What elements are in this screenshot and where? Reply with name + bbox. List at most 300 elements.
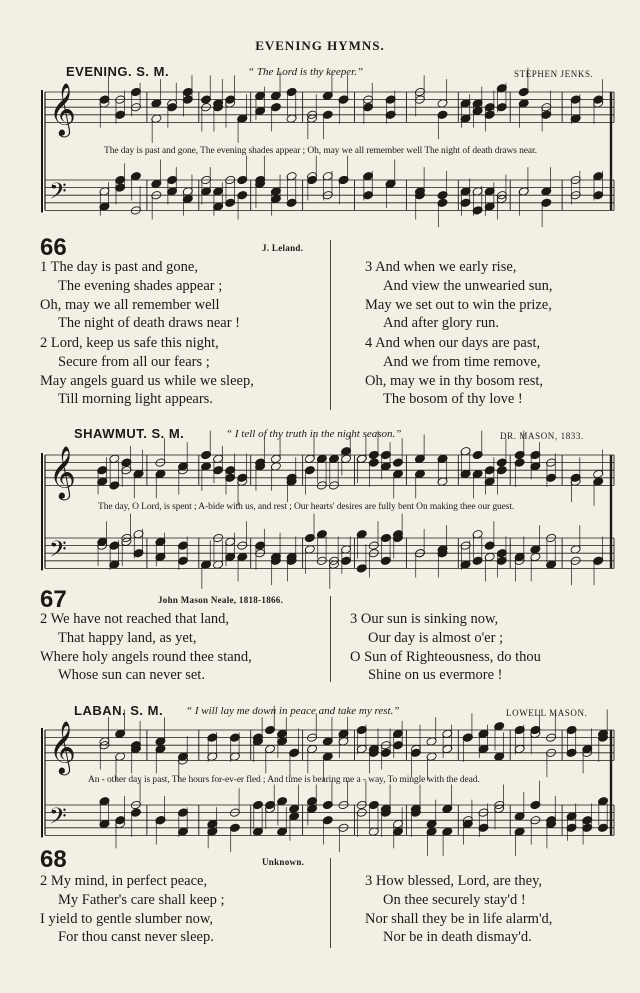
note-head: [414, 87, 425, 97]
note-head: [460, 187, 471, 197]
note-head: [340, 454, 351, 464]
note-head: [414, 469, 425, 479]
note-head: [530, 450, 541, 460]
note-head: [541, 198, 552, 208]
note-head: [286, 171, 297, 181]
note-head: [237, 473, 248, 483]
note-head: [570, 114, 581, 124]
note-head: [496, 465, 507, 475]
note-head: [514, 744, 525, 754]
stanza-line: That happy land, as yet,: [58, 629, 197, 646]
note-head: [385, 95, 396, 105]
hymn-author: J. Leland.: [262, 243, 304, 253]
note-head: [225, 198, 236, 208]
note-head: [322, 190, 333, 200]
note-head: [496, 190, 507, 200]
note-head: [496, 194, 507, 204]
note-head: [442, 827, 453, 837]
note-head: [362, 171, 373, 181]
note-head: [541, 102, 552, 112]
note-head: [392, 529, 403, 539]
note-head: [530, 545, 541, 555]
note-head: [306, 171, 317, 181]
stanza-3: [365, 258, 553, 333]
note-head: [166, 175, 177, 185]
note-head: [200, 102, 211, 112]
column-divider: [330, 596, 331, 682]
note-head: [472, 206, 483, 216]
music-lyric-line: The day is past and gone, The evening shades appear ; Oh, may we all remember well The night of death draws near.: [104, 146, 537, 156]
note-head: [496, 548, 507, 558]
note-head: [380, 450, 391, 460]
note-head: [97, 537, 108, 547]
note-head: [316, 454, 327, 464]
note-head: [286, 198, 297, 208]
note-head: [494, 752, 505, 762]
note-head: [264, 725, 275, 735]
note-head: [130, 740, 141, 750]
note-head: [414, 454, 425, 464]
note-head: [338, 175, 349, 185]
note-head: [166, 187, 177, 197]
note-head: [133, 529, 144, 539]
note-head: [289, 748, 300, 758]
music-lyric-line: An - other day is past, The hours for-ev-er fled ; And time is bearing me a - way, To mingle with the dead.: [88, 775, 480, 785]
note-head: [115, 815, 126, 825]
note-head: [385, 179, 396, 189]
note-head: [368, 450, 379, 460]
note-head: [166, 102, 177, 112]
note-head: [518, 99, 529, 109]
note-head: [270, 454, 281, 464]
tune-name-shawmut: SHAWMUT. S. M.: [74, 426, 185, 441]
note-head: [130, 744, 141, 754]
note-head: [255, 175, 266, 185]
note-head: [566, 812, 577, 822]
note-head: [286, 114, 297, 124]
stanza-1: [40, 258, 240, 333]
note-head: [472, 529, 483, 539]
note-head: [545, 560, 556, 570]
note-head: [276, 729, 287, 739]
stanza-line: Nor be in death dismay'd.: [383, 929, 532, 946]
note-head: [225, 552, 236, 562]
note-head: [593, 95, 604, 105]
note-head: [340, 545, 351, 555]
note-head: [151, 99, 162, 109]
note-head: [392, 729, 403, 739]
note-head: [478, 729, 489, 739]
note-head: [460, 446, 471, 456]
stanza-line: Nor shall they be in life alarm'd,: [365, 910, 553, 927]
note-head: [213, 102, 224, 112]
note-head: [545, 748, 556, 758]
hymn-author: Unknown.: [262, 857, 305, 867]
note-head: [437, 545, 448, 555]
note-head: [286, 552, 297, 562]
note-head: [270, 187, 281, 197]
column-divider: [330, 858, 331, 948]
note-head: [99, 796, 110, 806]
hymn-number: 67: [40, 586, 67, 613]
hymn-motto: “ The Lord is thy keeper.”: [248, 66, 364, 78]
note-head: [514, 827, 525, 837]
note-head: [155, 815, 166, 825]
note-head: [368, 541, 379, 551]
stanza-line: O Sun of Righteousness, do thou: [350, 648, 541, 665]
stanza-line: 2 We have not reached that land,: [40, 611, 230, 627]
note-head: [121, 533, 132, 543]
note-head: [155, 815, 166, 825]
bass-clef: 𝄢: [49, 178, 67, 210]
note-head: [133, 469, 144, 479]
note-head: [356, 808, 367, 818]
note-head: [270, 552, 281, 562]
note-head: [426, 737, 437, 747]
note-head: [130, 171, 141, 181]
note-head: [252, 733, 263, 743]
note-head: [286, 556, 297, 566]
note-head: [255, 548, 266, 558]
note-head: [130, 102, 141, 112]
composer-credit: LOWELL MASON.: [506, 708, 588, 718]
note-head: [484, 102, 495, 112]
note-head: [270, 194, 281, 204]
note-head: [177, 756, 188, 766]
note-head: [255, 541, 266, 551]
note-head: [304, 545, 315, 555]
note-head: [472, 106, 483, 116]
note-head: [496, 556, 507, 566]
note-head: [115, 110, 126, 120]
note-head: [362, 102, 373, 112]
note-head: [322, 171, 333, 181]
note-head: [496, 83, 507, 93]
note-head: [356, 529, 367, 539]
note-head: [328, 556, 339, 566]
note-head: [442, 804, 453, 814]
note-head: [182, 95, 193, 105]
note-head: [426, 752, 437, 762]
note-head: [566, 823, 577, 833]
note-head: [182, 87, 193, 97]
note-head: [306, 804, 317, 814]
note-head: [225, 465, 236, 475]
note-head: [200, 560, 211, 570]
note-head: [121, 458, 132, 468]
note-head: [494, 721, 505, 731]
note-head: [478, 808, 489, 818]
stanza-line: Our day is almost o'er ;: [368, 629, 504, 646]
note-head: [392, 469, 403, 479]
note-head: [437, 110, 448, 120]
note-head: [177, 462, 188, 472]
stanza-line: 2 My mind, in perfect peace,: [40, 873, 208, 889]
note-head: [213, 465, 224, 475]
stanza-line: 3 And when we early rise,: [365, 259, 517, 275]
note-head: [182, 187, 193, 197]
note-head: [494, 804, 505, 814]
note-head: [99, 819, 110, 829]
note-head: [322, 752, 333, 762]
note-head: [426, 819, 437, 829]
note-head: [213, 187, 224, 197]
stanza-4: [365, 334, 543, 409]
note-head: [356, 454, 367, 464]
note-head: [570, 556, 581, 566]
note-head: [392, 827, 403, 837]
note-head: [304, 533, 315, 543]
note-head: [410, 804, 421, 814]
note-head: [225, 95, 236, 105]
note-head: [362, 95, 373, 105]
stanza-line: And after glory run.: [383, 315, 499, 332]
note-head: [225, 99, 236, 109]
note-head: [462, 819, 473, 829]
note-head: [380, 804, 391, 814]
note-head: [410, 748, 421, 758]
note-head: [270, 102, 281, 112]
note-head: [472, 99, 483, 109]
note-head: [289, 804, 300, 814]
note-head: [115, 95, 126, 105]
note-head: [460, 469, 471, 479]
note-head: [109, 560, 120, 570]
stanza-3: [365, 872, 552, 947]
note-head: [437, 190, 448, 200]
note-head: [514, 458, 525, 468]
note-head: [177, 541, 188, 551]
note-head: [306, 733, 317, 743]
note-head: [306, 744, 317, 754]
note-head: [338, 95, 349, 105]
note-head: [597, 733, 608, 743]
music-lyric-line: The day, O Lord, is spent ; A-bide with us, and rest ; Our hearts' desires are fully bent On making thee our guest.: [98, 502, 515, 512]
note-head: [426, 827, 437, 837]
note-head: [155, 469, 166, 479]
stanza-line: On thee securely stay'd !: [383, 891, 526, 908]
note-head: [356, 725, 367, 735]
stanza-2: [40, 334, 254, 409]
note-head: [442, 744, 453, 754]
note-head: [593, 556, 604, 566]
note-head: [437, 198, 448, 208]
note-head: [155, 458, 166, 468]
note-head: [97, 541, 108, 551]
note-head: [593, 190, 604, 200]
column-divider: [330, 240, 331, 410]
note-head: [340, 556, 351, 566]
note-head: [306, 175, 317, 185]
note-head: [237, 190, 248, 200]
stanza-line: Whose sun can never set.: [58, 667, 205, 684]
note-head: [362, 190, 373, 200]
note-head: [437, 548, 448, 558]
note-head: [593, 99, 604, 109]
note-head: [514, 725, 525, 735]
note-head: [304, 465, 315, 475]
note-head: [177, 556, 188, 566]
note-head: [496, 102, 507, 112]
note-head: [437, 99, 448, 109]
treble-clef: 𝄞: [49, 445, 76, 499]
stanza-line: May angels guard us while we sleep,: [40, 372, 254, 389]
note-head: [414, 548, 425, 558]
stanza-line: Oh, may we all remember well: [40, 296, 220, 313]
note-head: [392, 533, 403, 543]
note-head: [368, 458, 379, 468]
note-head: [130, 808, 141, 818]
note-head: [437, 477, 448, 487]
note-head: [414, 187, 425, 197]
note-head: [264, 804, 275, 814]
note-head: [478, 823, 489, 833]
note-head: [462, 815, 473, 825]
note-head: [518, 87, 529, 97]
stanza-line: Till morning light appears.: [58, 391, 213, 408]
note-head: [570, 473, 581, 483]
note-head: [437, 454, 448, 464]
stanza-line: Secure from all our fears ;: [58, 353, 210, 370]
stanza-line: The evening shades appear ;: [58, 277, 223, 294]
note-head: [380, 556, 391, 566]
note-head: [200, 95, 211, 105]
note-head: [410, 744, 421, 754]
note-head: [545, 733, 556, 743]
note-head: [368, 744, 379, 754]
hymn-author: John Mason Neale, 1818-1866.: [158, 595, 284, 605]
note-head: [545, 473, 556, 483]
note-head: [200, 450, 211, 460]
note-head: [151, 190, 162, 200]
tune-name-evening: EVENING. S. M.: [66, 64, 170, 79]
note-head: [200, 187, 211, 197]
note-head: [368, 827, 379, 837]
stanza-line: Shine on us evermore !: [368, 667, 503, 684]
note-head: [593, 469, 604, 479]
stanza-line: And we from time remove,: [383, 353, 541, 370]
note-head: [276, 796, 287, 806]
note-head: [566, 725, 577, 735]
note-head: [229, 823, 240, 833]
note-head: [541, 110, 552, 120]
note-head: [514, 556, 525, 566]
note-head: [597, 823, 608, 833]
note-head: [289, 812, 300, 822]
note-head: [414, 548, 425, 558]
note-head: [177, 465, 188, 475]
note-head: [207, 827, 218, 837]
note-head: [229, 733, 240, 743]
note-head: [322, 91, 333, 101]
note-head: [286, 477, 297, 487]
note-head: [252, 827, 263, 837]
stanza-2: [40, 872, 225, 947]
note-head: [115, 752, 126, 762]
note-head: [99, 187, 110, 197]
note-head: [151, 179, 162, 189]
note-head: [177, 827, 188, 837]
note-head: [570, 545, 581, 555]
note-head: [484, 552, 495, 562]
note-head: [229, 752, 240, 762]
note-head: [545, 815, 556, 825]
note-head: [570, 190, 581, 200]
note-head: [286, 87, 297, 97]
note-head: [530, 800, 541, 810]
treble-clef: 𝄞: [49, 82, 76, 136]
note-head: [155, 737, 166, 747]
note-head: [182, 194, 193, 204]
note-head: [356, 564, 367, 574]
note-head: [518, 187, 529, 197]
note-head: [570, 477, 581, 487]
note-head: [472, 556, 483, 566]
note-head: [541, 187, 552, 197]
note-head: [264, 744, 275, 754]
note-head: [484, 477, 495, 487]
note-head: [213, 533, 224, 543]
note-head: [368, 548, 379, 558]
stanza-line: May we set out to win the prize,: [365, 296, 552, 313]
page-title: EVENING HYMNS.: [255, 38, 385, 53]
note-head: [270, 556, 281, 566]
note-head: [304, 454, 315, 464]
note-head: [177, 752, 188, 762]
hymn-number: 66: [40, 234, 67, 261]
stanza-line: 1 The day is past and gone,: [40, 259, 198, 275]
note-head: [286, 473, 297, 483]
note-head: [414, 95, 425, 105]
note-head: [484, 202, 495, 212]
note-head: [340, 446, 351, 456]
note-head: [225, 473, 236, 483]
note-head: [462, 733, 473, 743]
note-head: [593, 556, 604, 566]
note-head: [597, 796, 608, 806]
note-head: [530, 552, 541, 562]
note-head: [255, 458, 266, 468]
note-head: [99, 202, 110, 212]
note-head: [328, 454, 339, 464]
note-head: [582, 744, 593, 754]
stanza-line: The bosom of thy love !: [383, 391, 523, 408]
note-head: [225, 175, 236, 185]
composer-credit: STEPHEN JENKS.: [514, 69, 594, 79]
note-head: [338, 95, 349, 105]
note-head: [264, 800, 275, 810]
note-head: [115, 175, 126, 185]
note-head: [472, 469, 483, 479]
note-head: [252, 737, 263, 747]
note-head: [306, 110, 317, 120]
note-head: [207, 819, 218, 829]
note-head: [484, 465, 495, 475]
stanza-line: And view the unwearied sun,: [383, 277, 553, 294]
note-head: [530, 462, 541, 472]
stanza-line: 2 Lord, keep us safe this night,: [40, 335, 219, 351]
note-head: [177, 808, 188, 818]
note-head: [368, 748, 379, 758]
note-head: [328, 481, 339, 491]
note-head: [155, 537, 166, 547]
note-head: [115, 819, 126, 829]
note-head: [97, 477, 108, 487]
note-head: [225, 537, 236, 547]
note-head: [237, 541, 248, 551]
note-head: [338, 729, 349, 739]
note-head: [356, 454, 367, 464]
